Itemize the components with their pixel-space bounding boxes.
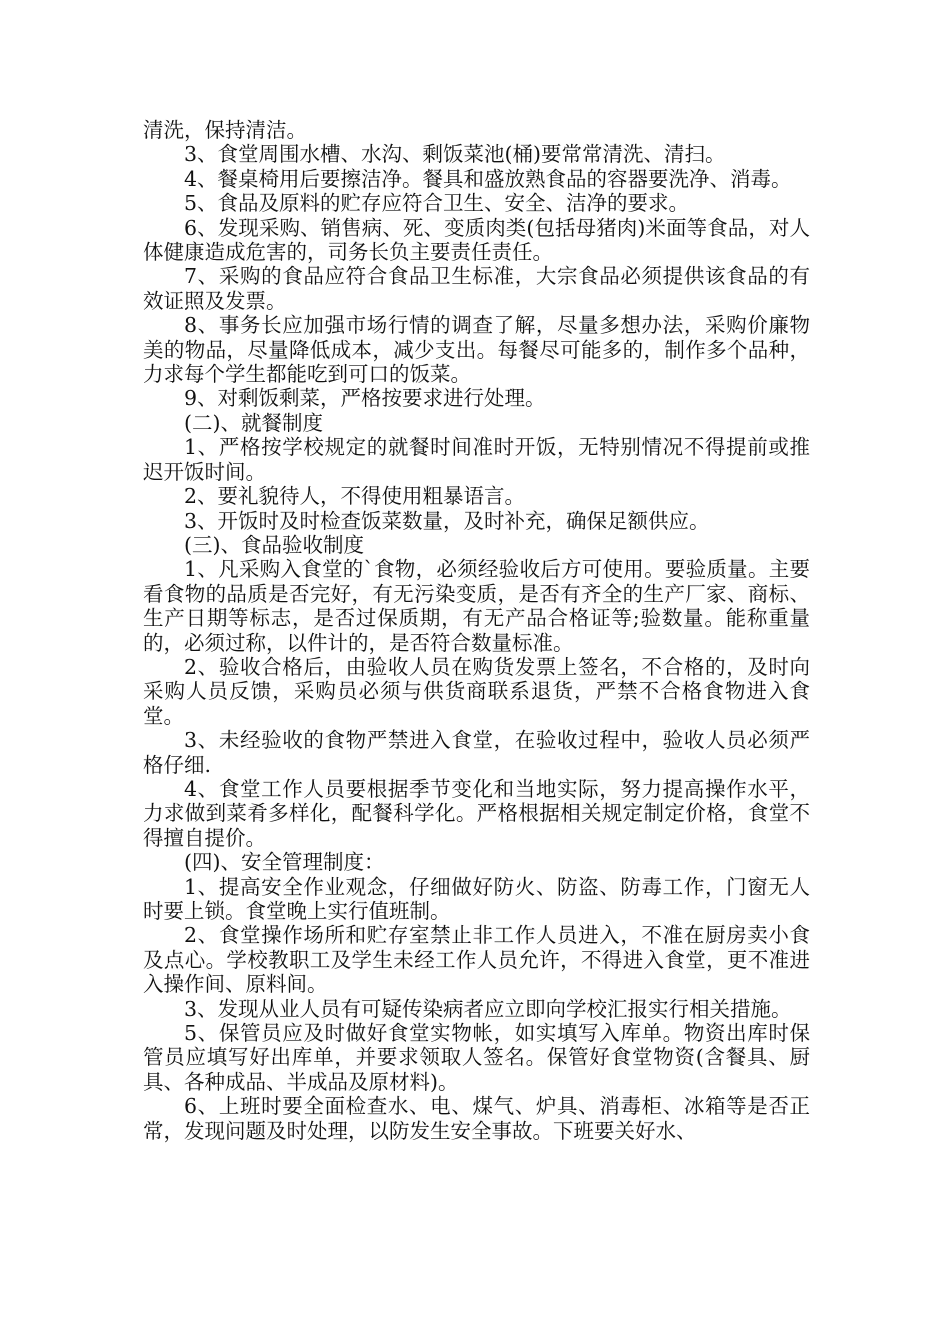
paragraph: 2、验收合格后，由验收人员在购货发票上签名，不合格的，及时向采购人员反馈，采购员必须与供货商联系退货，严禁不合格食物进入食堂。 [143, 654, 810, 728]
paragraph: 3、开饭时及时检查饭菜数量，及时补充，确保足额供应。 [184, 508, 710, 533]
paragraph: 1、凡采购入食堂的`食物，必须经验收后方可使用。要验质量。主要看食物的品质是否完好，有无污染变质，是否有齐全的生产厂家、商标、生产日期等标志，是否过保质期，有无产品合格证等;验数量。能称重量的，必须过称，以件计的，是否符合数量标准。 [143, 557, 810, 655]
paragraph: 3、食堂周围水槽、水沟、剩饭菜池(桶)要常常清洗、清扫。 [184, 142, 726, 167]
paragraph: (二)、就餐制度 [184, 410, 323, 435]
paragraph: 1、严格按学校规定的就餐时间准时开饭，无特别情况不得提前或推迟开饭时间。 [143, 435, 810, 484]
paragraph: 清洗，保持清洁。 [143, 118, 307, 142]
paragraph: 5、保管员应及时做好食堂实物帐，如实填写入库单。物资出库时保管员应填写好出库单，并要求领取人签名。保管好食堂物资(含餐具、厨具、各种成品、半成品及原材料)。 [143, 1021, 810, 1094]
paragraph: (三)、食品验收制度 [184, 532, 364, 557]
paragraph: 4、食堂工作人员要根据季节变化和当地实际，努力提高操作水平，力求做到菜肴多样化，配餐科学化。严格根据相关规定制定价格，食堂不得擅自提价。 [143, 776, 810, 850]
document-body [143, 118, 810, 1143]
paragraph: 7、采购的食品应符合食品卫生标准，大宗食品必须提供该食品的有效证照及发票。 [143, 264, 810, 313]
paragraph: 2、要礼貌待人，不得使用粗暴语言。 [184, 484, 526, 509]
paragraph: 1、提高安全作业观念，仔细做好防火、防盗、防毒工作，门窗无人时要上锁。食堂晚上实行值班制。 [143, 874, 810, 923]
paragraph: 3、发现从业人员有可疑传染病者应立即向学校汇报实行相关措施。 [184, 996, 792, 1021]
paragraph: 9、对剩饭剩菜，严格按要求进行处理。 [184, 386, 546, 411]
paragraph: 2、食堂操作场所和贮存室禁止非工作人员进入，不准在厨房卖小食及点心。学校教职工及学生未经工作人员允许，不得进入食堂，更不准进入操作间、原料间。 [143, 923, 810, 997]
paragraph: 3、未经验收的食物严禁进入食堂，在验收过程中，验收人员必须严格仔细. [143, 728, 810, 777]
paragraph: (四)、安全管理制度： [184, 850, 385, 875]
paragraph: 8、事务长应加强市场行情的调查了解，尽量多想办法，采购价廉物美的物品，尽量降低成本，减少支出。每餐尽可能多的，制作多个品种，力求每个学生都能吃到可口的饭菜。 [143, 313, 810, 387]
paragraph: 6、上班时要全面检查水、电、煤气、炉具、消毒柜、冰箱等是否正常，发现问题及时处理，以防发生安全事故。下班要关好水、 [143, 1094, 810, 1143]
paragraph: 4、餐桌椅用后要擦洁净。餐具和盛放熟食品的容器要洗净、消毒。 [184, 166, 792, 191]
paragraph: 6、发现采购、销售病、死、变质肉类(包括母猪肉)米面等食品，对人体健康造成危害的，司务长负主要责任责任。 [143, 215, 810, 265]
paragraph: 5、食品及原料的贮存应符合卫生、安全、洁净的要求。 [184, 191, 690, 216]
